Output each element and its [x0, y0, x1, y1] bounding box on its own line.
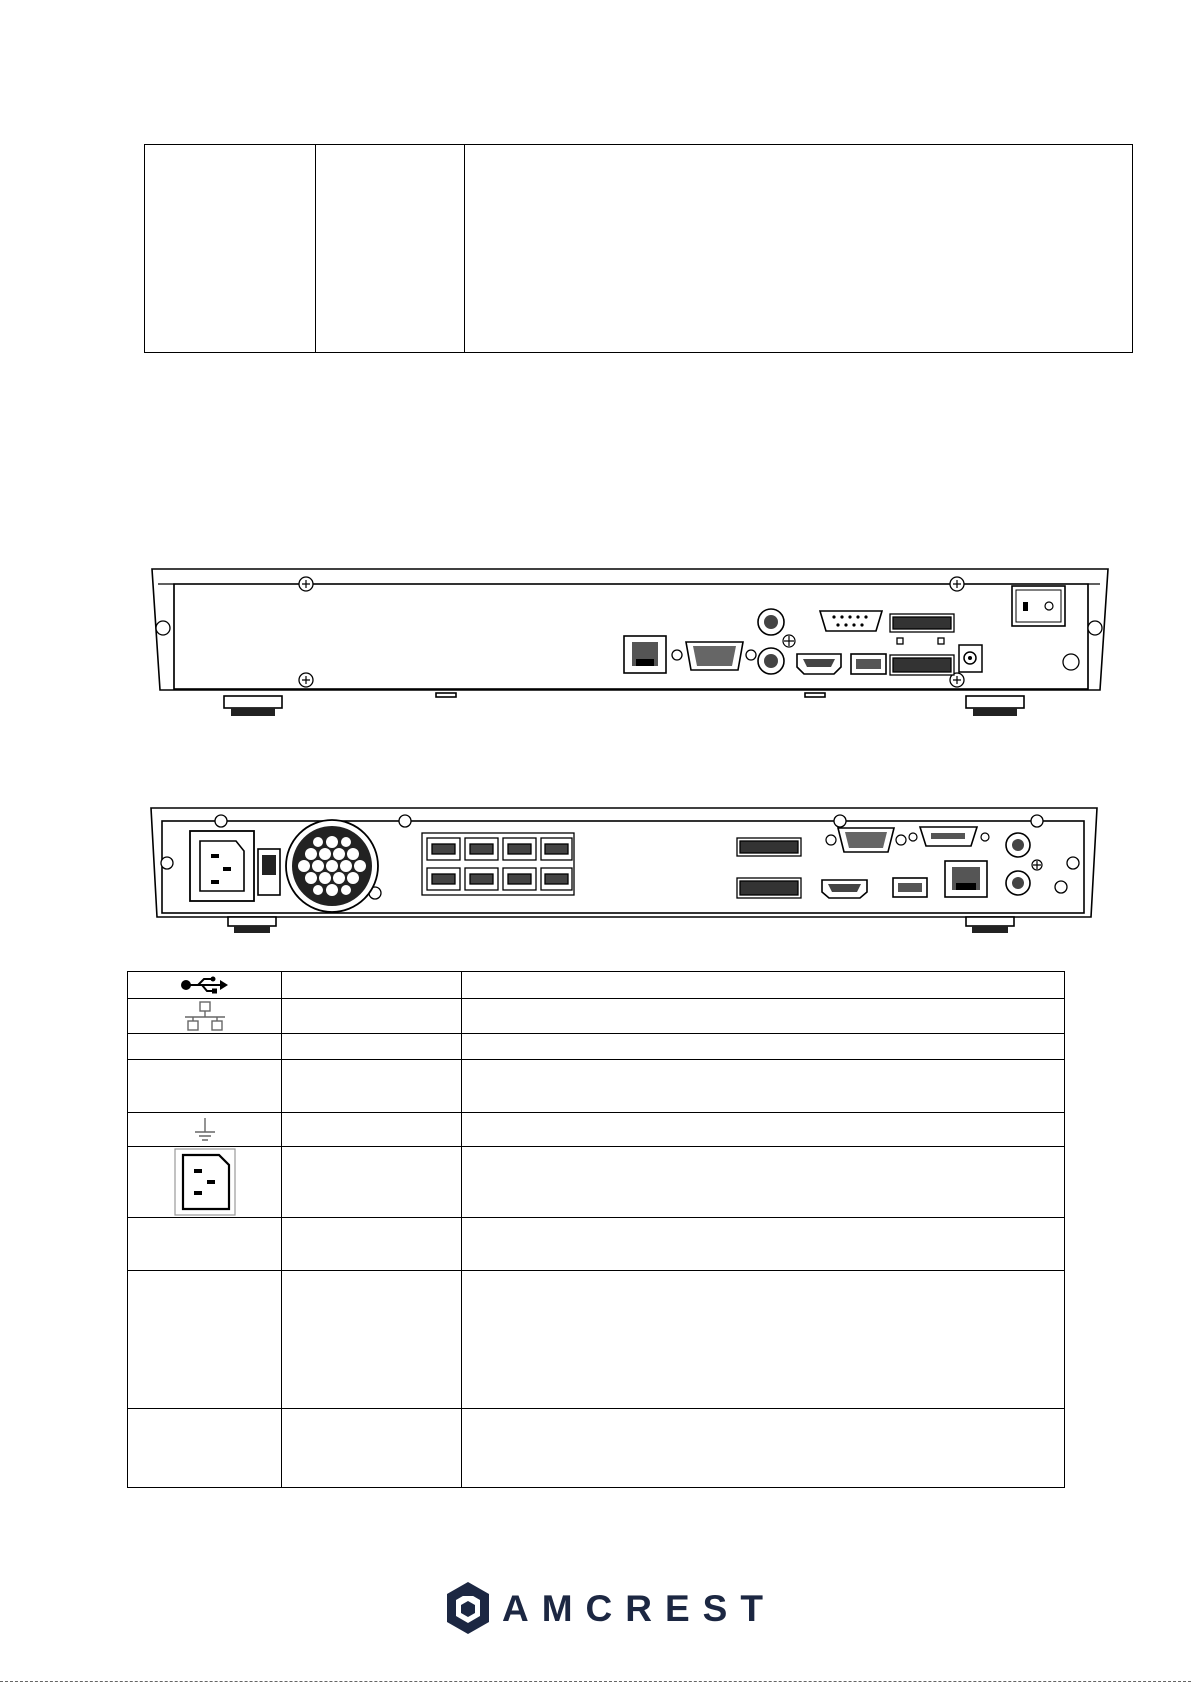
table-row [128, 1218, 1065, 1271]
table-cell [282, 1113, 462, 1147]
power-switch [258, 849, 280, 895]
hdmi-port [822, 880, 867, 898]
audio-out [1006, 871, 1030, 895]
audio-out [758, 648, 784, 674]
table-cell [128, 1034, 282, 1060]
table-cell [282, 999, 462, 1034]
fan [286, 820, 378, 912]
table-cell [128, 1147, 282, 1218]
table-row [128, 1271, 1065, 1409]
rear-panel-figure-2 [148, 805, 1098, 935]
table-cell [465, 145, 1133, 353]
usb-port [893, 878, 927, 897]
table-row [128, 1060, 1065, 1113]
ground-icon [193, 1117, 217, 1143]
table-cell [462, 1409, 1065, 1488]
table-cell [282, 1060, 462, 1113]
table-row [128, 1113, 1065, 1147]
alarm-terminal-block [737, 838, 801, 898]
table-cell [462, 1218, 1065, 1271]
amcrest-logo [444, 1580, 776, 1636]
table-cell [128, 1060, 282, 1113]
vga-port [826, 828, 906, 852]
lan-port [945, 861, 987, 897]
table-cell [462, 972, 1065, 999]
table-cell [282, 1218, 462, 1271]
poe-ports-8 [422, 833, 574, 895]
table-row [128, 1034, 1065, 1060]
hdmi-port [797, 654, 841, 674]
table-row [128, 999, 1065, 1034]
table-cell [462, 1147, 1065, 1218]
table-cell [128, 1113, 282, 1147]
brand-name: AMCREST [502, 1588, 776, 1629]
table-cell [145, 145, 316, 353]
lan-port [624, 636, 666, 673]
table-cell [282, 972, 462, 999]
audio-in [758, 609, 784, 635]
table-cell [282, 1147, 462, 1218]
top-continuation-table [144, 144, 1133, 353]
table-cell [462, 1113, 1065, 1147]
table-cell [282, 1409, 462, 1488]
amcrest-logo-icon [444, 1580, 492, 1636]
table-row [128, 1409, 1065, 1488]
table-cell [462, 999, 1065, 1034]
table-row [145, 145, 1133, 353]
port-description-table [127, 971, 1065, 1488]
usb-icon [180, 976, 230, 994]
rs232-port [820, 611, 882, 631]
table-row [128, 1147, 1065, 1218]
table-cell [128, 1271, 282, 1409]
rear-panel-figure-1 [148, 565, 1112, 725]
table-cell [462, 1271, 1065, 1409]
table-cell [462, 1034, 1065, 1060]
network-icon [183, 1001, 227, 1031]
usb-port [851, 654, 886, 674]
table-cell [128, 972, 282, 999]
alarm-terminal-block [890, 614, 954, 675]
table-cell [128, 1218, 282, 1271]
table-cell [282, 1034, 462, 1060]
table-cell [282, 1271, 462, 1409]
ac-power-socket [190, 831, 254, 901]
table-cell [316, 145, 465, 353]
power-jack [959, 645, 982, 672]
vga-port [686, 642, 743, 670]
table-cell [462, 1060, 1065, 1113]
table-cell [128, 999, 282, 1034]
ac-power-socket-icon [173, 1147, 237, 1217]
rs232-port [909, 827, 989, 846]
table-cell [128, 1409, 282, 1488]
table-row [128, 972, 1065, 999]
power-switch [1012, 586, 1065, 626]
page-bottom-divider [0, 1681, 1191, 1682]
audio-in [1006, 833, 1030, 857]
